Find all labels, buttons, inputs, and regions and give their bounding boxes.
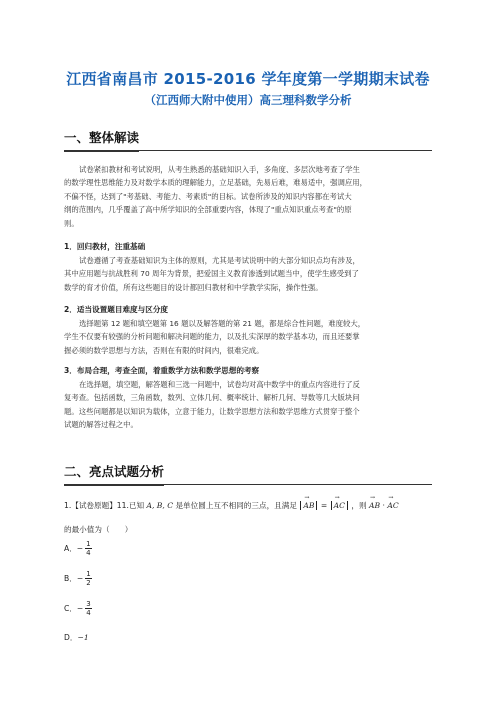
intro-line: 试卷紧扣教材和考试说明，从考生熟悉的基础知识入手，多角度、多层次地考查了学生 — [79, 165, 360, 174]
vector-ab: → AB — [303, 501, 314, 510]
option-fraction — [85, 540, 91, 557]
section-heading-highlights — [64, 462, 432, 485]
intro-line: 则。 — [64, 218, 79, 228]
vector-ac-dot: → AC — [387, 501, 398, 510]
option-a — [64, 540, 92, 557]
option-label: D． — [64, 633, 78, 642]
option-sign: − — [76, 604, 84, 613]
question-line-2: 的最小值为（ ） — [64, 525, 133, 534]
point-heading-1: 1．回归教材，注重基础 — [64, 242, 146, 251]
option-sign: − — [76, 574, 84, 583]
point-line: 在选择题，填空题，解答题和三选一问题中，试卷均对高中数学中的重点内容进行了反 — [79, 380, 360, 389]
intro-line: 的数学理性思维能力及对数学本质的理解能力，立足基础，先易后难，难易适中，强调应用， — [64, 178, 368, 188]
point-heading-3: 3．布局合理，考查全面，着重数学方法和数学思想的考察 — [64, 366, 260, 375]
question-eq: = — [320, 501, 328, 510]
option-fraction — [85, 570, 91, 587]
fraction-numerator: 1 — [86, 570, 91, 578]
fraction-denominator: 4 — [86, 549, 91, 557]
intro-line: 不偏不怪，达到了"考基础、考能力、考素质"的目标。试卷所涉及的知识内容都在考试大 — [64, 191, 352, 201]
point-line: 题。这些问题都是以知识为载体，立意于能力，让数学思想方法和数学思维方式贯穿于整个 — [64, 406, 360, 416]
option-label: C． — [64, 604, 77, 613]
vector-abs-1 — [300, 501, 317, 510]
page-subtitle: （江西师大附中使用）高三理科数学分析 — [144, 93, 352, 107]
question-vars: A, B, C — [146, 501, 174, 510]
point-paragraph-3 — [64, 378, 432, 432]
vector-ab-dot: → AB — [369, 501, 380, 510]
point-line: 握必须的数学思想与方法，否则在有限的时间内，很难完成。 — [64, 345, 264, 355]
point-line: 试题的解答过程之中。 — [64, 420, 138, 430]
option-b — [64, 570, 92, 587]
section-heading-text: 一、整体解读 — [64, 128, 139, 152]
question-mid: 是单位圆上互不相同的三点，且满足 — [175, 501, 297, 510]
point-line: 选择题第 12 题和填空题第 16 题以及解答题的第 21 题，都是综合性问题，难度较大， — [79, 319, 366, 328]
question-then: ，则 — [351, 501, 367, 510]
point-line: 学生不仅要有较强的分析问题和解决问题的能力，以及扎实深厚的数学基本功，而且还要掌 — [64, 332, 360, 342]
option-value: −1 — [77, 633, 89, 642]
option-sign: − — [76, 544, 84, 553]
point-line: 其中应用题与抗战胜利 70 周年为背景，把爱国主义教育渗透到试题当中，使学生感受到了 — [64, 269, 359, 279]
option-label: A． — [64, 544, 77, 553]
dot-operator: · — [382, 501, 385, 510]
section-heading-overview — [64, 128, 432, 151]
section-heading-text: 二、亮点试题分析 — [64, 462, 164, 486]
intro-paragraph — [64, 163, 432, 230]
point-heading-2: 2．适当设置题目难度与区分度 — [64, 305, 169, 314]
option-d — [64, 632, 89, 643]
fraction-denominator: 4 — [86, 609, 91, 617]
vector-abs-2 — [331, 501, 348, 510]
point-line: 复考查。包括函数，三角函数，数列、立体几何、概率统计、解析几何、导数等几大版块问 — [64, 393, 360, 403]
fraction-denominator: 2 — [86, 579, 91, 587]
question-prefix: 1.【试卷原题】11.已知 — [64, 501, 145, 510]
option-fraction — [85, 600, 91, 617]
intro-line: 纲的范围内，几乎覆盖了高中所学知识的全部重要内容，体现了"重点知识重点考查"的原 — [64, 205, 352, 215]
fraction-numerator: 3 — [86, 600, 91, 608]
question-stem — [64, 500, 434, 511]
option-label: B． — [64, 574, 77, 583]
point-line: 数学的育才价值，所有这些题目的设计都回归教材和中学教学实际，操作性强。 — [64, 282, 323, 292]
page-title: 江西省南昌市 2015-2016 学年度第一学期期末试卷 — [66, 70, 430, 88]
vector-ac: → AC — [334, 501, 345, 510]
option-c — [64, 600, 92, 617]
point-paragraph-2 — [64, 317, 432, 357]
point-line: 试卷遵循了考查基础知识为主体的原则，尤其是考试说明中的大部分知识点均有涉及， — [79, 256, 360, 265]
fraction-numerator: 1 — [86, 540, 91, 548]
point-paragraph-1 — [64, 254, 432, 294]
